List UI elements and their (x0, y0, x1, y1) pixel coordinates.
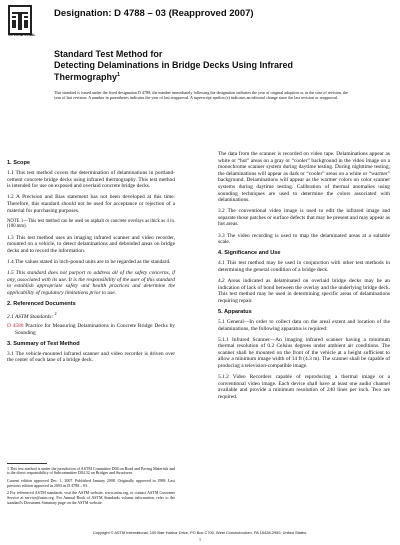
footnote-mark-2: 2 (53, 311, 57, 317)
reference-item (7, 323, 175, 336)
title-footnote-mark: 1 (117, 72, 121, 78)
title-line-3 (54, 70, 354, 83)
footnotes (7, 463, 175, 508)
left-column (7, 156, 175, 368)
paragraph-1-3: 1.3 This test method uses an imaging infrared scanner and video recorder, mounted on a vehicle, to detect delaminations and debonded areas on bridge decks and to record the information. (7, 234, 175, 254)
astm-standards-label: 2.1 ASTM Standards: (7, 313, 54, 320)
footnote-1-edition: Current edition approved Dec. 1, 2007. Published January 2008. Originally approved in 1988. Last previous edition approved in 2003 as D 4788 – 03. (7, 477, 175, 488)
paragraph-4-2: 4.2 Areas indicated as delaminated on overlaid bridge decks may be an indication of lack of bond between the overlay and the underlying bridge deck. This test method may be used in determining specific areas of delaminations requiring repair. (218, 278, 390, 304)
title-line-2: Detecting Delaminations in Bridge Decks Using Infrared (54, 59, 294, 70)
page-number: 1 (199, 537, 201, 542)
note-1: NOTE 1—This test method can be used on asphalt or concrete overlays as thick as 4 in. (100 mm). (7, 218, 175, 230)
paragraph-1-1: 1.1 This test method covers the determination of delaminations in portland-cement concrete bridge decks using infrared thermography. This test method is intended for use on exposed and overlaid concrete bridge decks. (7, 170, 175, 190)
section-heading-significance: 4. Significance and Use (218, 250, 281, 257)
paragraph-3-3: 3.3 The video recording is used to map the delaminated areas at a suitable scale. (218, 232, 390, 246)
paragraph-3-1-continued: The data from the scanner is recorded on video tape. Delaminations appear as white or “hot” areas on a gray or “cooler” background in the video image on a monochrome scanner system during daytime testing. During nighttime testing, the delaminations will appear as dark or “cooler” areas on a white or “warmer” background. Delaminations will appear as the warmer colors on color scanner systems during daytime testing. Calibration of thermal anomalies using sounding techniques are used to determine the colors associated with delaminations. (218, 151, 390, 204)
paragraph-4-1: 4.1 This test method may be used in conjunction with other test methods in determining the general condition of a bridge deck. (218, 260, 390, 273)
footnote-rule (7, 463, 47, 464)
logo-caption: INTERNATIONAL (8, 33, 36, 37)
paragraph-1-2: 1.2 A Precision and Bias statement has not been developed at this time. Therefore, this standard should not be used for acceptance or rejection of a material for purchasing purposes. (7, 194, 175, 214)
reference-title: Practice for Measuring Delaminations in Concrete Bridge Decks by Sounding (15, 322, 175, 336)
paragraph-1-4: 1.4 The values stated in inch-pound units are to be regarded as the standard. (7, 259, 171, 266)
document-title (54, 49, 354, 83)
designation: Designation: D 4788 – 03 (Reapproved 2007) (54, 8, 254, 19)
title-line-3-text: Thermography (54, 72, 118, 82)
paragraph-3-2: 3.2 The conventional video image is used to edit the infrared image and separate those patches or surface defects that may be present and may appear as hot areas. (218, 208, 390, 228)
paragraph-3-1: 3.1 The vehicle-mounted infrared scanner and video recorder is driven over the center of each lane of a bridge deck. (7, 350, 175, 364)
paragraph-1-5: 1.5 This standard does not purport to address all of the safety concerns, if any, associated with its use. It is the responsibility of the user of this standard to establish appropriate safety and health practices and determine the applicability of regulatory limitations prior to use. (7, 270, 175, 296)
section-heading-apparatus: 5. Apparatus (218, 308, 252, 315)
footnote-2: 2 For referenced ASTM standards, visit the ASTM website, www.astm.org, or contact ASTM Customer Service at service@astm.org. For Annual Book of ASTM Standards volume information, refer to the standard's Document Summary page on the ASTM website. (7, 489, 175, 505)
section-heading-referenced-documents: 2. Referenced Documents (7, 301, 76, 307)
title-line-1: Standard Test Method for (54, 49, 163, 59)
footnote-1: 1 This test method is under the jurisdiction of ASTM Committee D04 on Road and Paving Materials and is the direct responsibility of Subcommittee D04.32 on Bridges and Structures. (7, 465, 175, 476)
paragraph-5-1: 5.1 General—In order to collect data on the areal extent and location of the delaminations, the following apparatus is required: (218, 318, 390, 332)
paragraph-5-1-1: 5.1.1 Infrared Scanner—An imaging infrared scanner having a minimum thermal resolution of 0.2 Celsius degrees under ambient air conditions. The scanner shall be mounted on the front of the vehicle at a height sufficient to allow a minimum image width of 14 ft (4.3 m). The scanner shall be capable of producing a television-compatible image. (218, 336, 390, 370)
issuance-notice: This standard is issued under the fixed designation D 4788; the number immediately following the designation indicates the year of original adoption or, in the case of revision, the year of last revision. A number in parentheses indicates the year of last reapproval. A superscript epsilon (ε) indicates an editorial change since the last revision or reapproval. (54, 90, 348, 101)
section-heading-scope: 1. Scope (7, 160, 31, 166)
right-column (218, 151, 390, 405)
copyright-line: Copyright © ASTM International, 100 Barr Harbor Drive, PO Box C700, West Conshohocken, PA 19428-2959, United States. (92, 530, 308, 535)
paragraph-2-1 (7, 311, 175, 320)
reference-link-d4580[interactable]: D 4580 (7, 322, 24, 329)
section-heading-summary: 3. Summary of Test Method (7, 340, 80, 347)
paragraph-5-1-2: 5.1.2 Video Recorders capable of reproducing a thermal image or a conventional video image. Each device shall have at least one audio channel available and provide a minimum resolution of 240 lines per inch. Two are required. (218, 374, 390, 400)
